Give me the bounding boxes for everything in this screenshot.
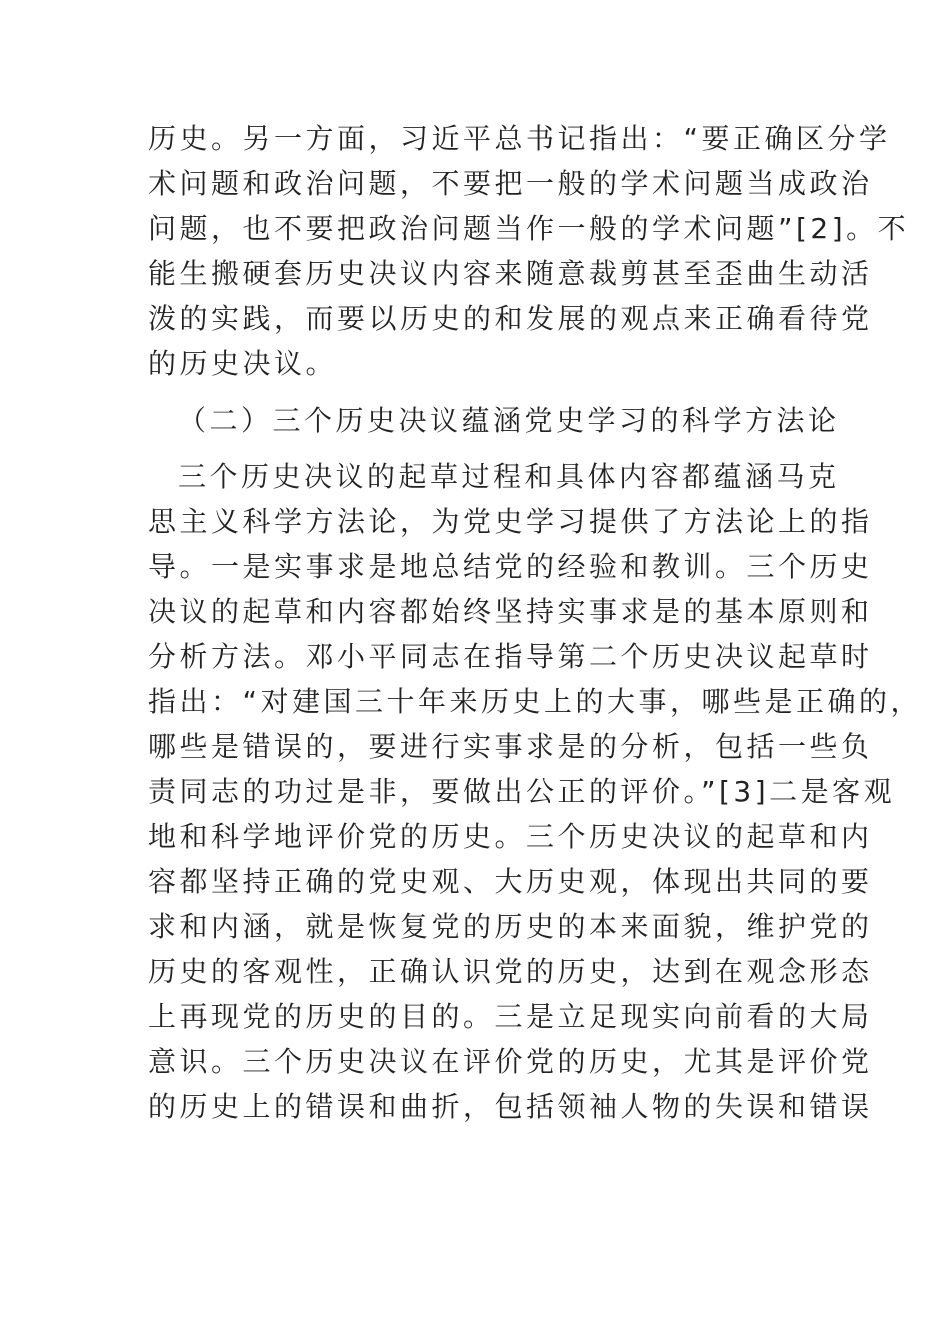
paragraph-2-line-11: 求和内涵，就是恢复党的历史的本来面貌，维护党的 (148, 910, 873, 943)
section-heading: （二）三个历史决议蕴涵党史学习的科学方法论 (178, 404, 840, 437)
paragraph-2-line-4: 决议的起草和内容都始终坚持实事求是的基本原则和 (148, 595, 873, 628)
paragraph-2-line-5: 分析方法。邓小平同志在指导第二个历史决议起草时 (148, 640, 873, 673)
paragraph-2-line-3: 导。一是实事求是地总结党的经验和教训。三个历史 (148, 550, 873, 583)
paragraph-2-line-10: 容都坚持正确的党史观、大历史观，体现出共同的要 (148, 865, 873, 898)
paragraph-1-line-2: 术问题和政治问题，不要把一般的学术问题当成政治 (148, 167, 873, 200)
paragraph-1-line-3: 问题，也不要把政治问题当作一般的学术问题”[2]。不 (148, 212, 910, 245)
paragraph-2-line-14: 意识。三个历史决议在评价党的历史，尤其是评价党 (148, 1045, 873, 1078)
paragraph-1-line-5: 泼的实践，而要以历史的和发展的观点来正确看待党 (148, 302, 873, 335)
paragraph-1-line-6: 的历史决议。 (148, 347, 338, 380)
paragraph-2-line-2: 思主义科学方法论，为党史学习提供了方法论上的指 (148, 505, 873, 538)
paragraph-2-line-13: 上再现党的历史的目的。三是立足现实向前看的大局 (148, 1000, 873, 1033)
paragraph-1-line-1: 历史。另一方面，习近平总书记指出：“要正确区分学 (148, 122, 891, 155)
paragraph-2-line-12: 历史的客观性，正确认识党的历史，达到在观念形态 (148, 955, 873, 988)
paragraph-2-line-9: 地和科学地评价党的历史。三个历史决议的起草和内 (148, 820, 873, 853)
paragraph-2-line-1: 三个历史决议的起草过程和具体内容都蕴涵马克 (178, 460, 840, 493)
paragraph-2-line-6: 指出：“对建国三十年来历史上的大事，哪些是正确的， (148, 685, 923, 718)
paragraph-2-line-7: 哪些是错误的，要进行实事求是的分析，包括一些负 (148, 730, 873, 763)
paragraph-2-line-15: 的历史上的错误和曲折，包括领袖人物的失误和错误 (148, 1090, 873, 1123)
paragraph-2-line-8: 责同志的功过是非，要做出公正的评价。”[3]二是客观 (148, 775, 896, 808)
paragraph-1-line-4: 能生搬硬套历史决议内容来随意裁剪甚至歪曲生动活 (148, 257, 873, 290)
